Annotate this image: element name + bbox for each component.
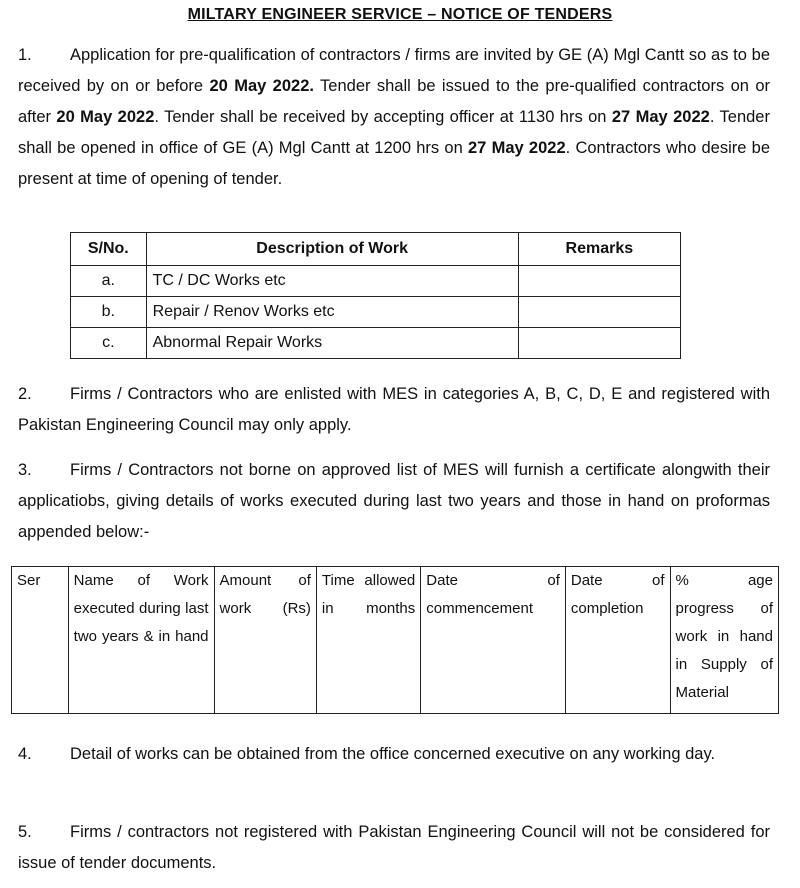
table-row	[71, 297, 681, 328]
paragraph-text: Detail of works can be obtained from the office concerned executive on any working day.	[70, 745, 716, 763]
paragraph-text: Firms / Contractors who are enlisted with MES in categories A, B, C, D, E and registered with Pakistan Engineering Council may only apply.	[18, 385, 770, 434]
column-header: S/No.	[71, 233, 147, 266]
column-header: Amount of work (Rs)	[214, 567, 316, 714]
paragraph-1	[18, 40, 770, 195]
paragraph-number: 2.	[18, 385, 32, 403]
paragraph-text: Firms / contractors not registered with Pakistan Engineering Council will not be considered for issue of tender documents.	[18, 823, 770, 872]
date-text: 27 May 2022	[468, 139, 566, 157]
table-row	[71, 328, 681, 359]
paragraph-text: Firms / Contractors not borne on approved list of MES will furnish a certificate alongwith their applicatiobs, giving details of works executed during last two years and those in hand on proformas appended below:-	[18, 461, 770, 541]
column-header: % age progress of work in hand in Supply of Material	[670, 567, 778, 714]
paragraph-number: 5.	[18, 823, 32, 841]
table-cell: a.	[71, 266, 147, 297]
paragraph-4	[18, 739, 770, 770]
date-text: 27 May 2022	[611, 108, 710, 126]
paragraph-number: 3.	[18, 461, 32, 479]
paragraph-text: Tender shall be issued to the pre-qualified contractors on or after	[18, 77, 770, 126]
column-header: Description of Work	[146, 233, 518, 266]
table-cell	[518, 297, 680, 328]
table-cell	[518, 328, 680, 359]
column-header: Remarks	[518, 233, 680, 266]
date-text: 20 May 2022.	[209, 77, 314, 95]
column-header: Name of Work executed during last two years & in hand	[68, 567, 214, 714]
table-cell: c.	[71, 328, 147, 359]
column-header: Time allowed in months	[316, 567, 420, 714]
column-header: Date of completion	[565, 567, 670, 714]
paragraph-3	[18, 455, 770, 548]
table-cell: TC / DC Works etc	[146, 266, 518, 297]
table-header-row	[71, 233, 681, 266]
table-cell	[518, 266, 680, 297]
table-cell: Repair / Renov Works etc	[146, 297, 518, 328]
notice-title: MILTARY ENGINEER SERVICE – NOTICE OF TENDERS	[187, 6, 613, 23]
column-header: Ser	[12, 567, 69, 714]
table-row	[71, 266, 681, 297]
paragraph-text: . Tender shall be opened in office of GE (A) Mgl Cantt at 1200 hrs on	[18, 108, 770, 157]
paragraph-text: Application for pre-qualification of contractors / firms are invited by GE (A) Mgl Cantt so as to be received by on or before	[18, 46, 770, 95]
paragraph-number: 1.	[18, 46, 32, 64]
column-header: Date of commencement	[421, 567, 566, 714]
paragraph-text: . Contractors who desire be present at time of opening of tender.	[18, 139, 771, 188]
date-text: 20 May 2022	[56, 108, 155, 126]
works-table	[70, 232, 681, 359]
paragraph-number: 4.	[18, 745, 32, 763]
paragraph-text: . Tender shall be received by accepting officer at 1130 hrs on	[154, 108, 612, 126]
table-cell: b.	[71, 297, 147, 328]
paragraph-5	[18, 817, 770, 879]
paragraph-2	[18, 379, 770, 441]
proforma-table	[11, 566, 779, 714]
table-cell: Abnormal Repair Works	[146, 328, 518, 359]
table-row	[12, 567, 779, 714]
